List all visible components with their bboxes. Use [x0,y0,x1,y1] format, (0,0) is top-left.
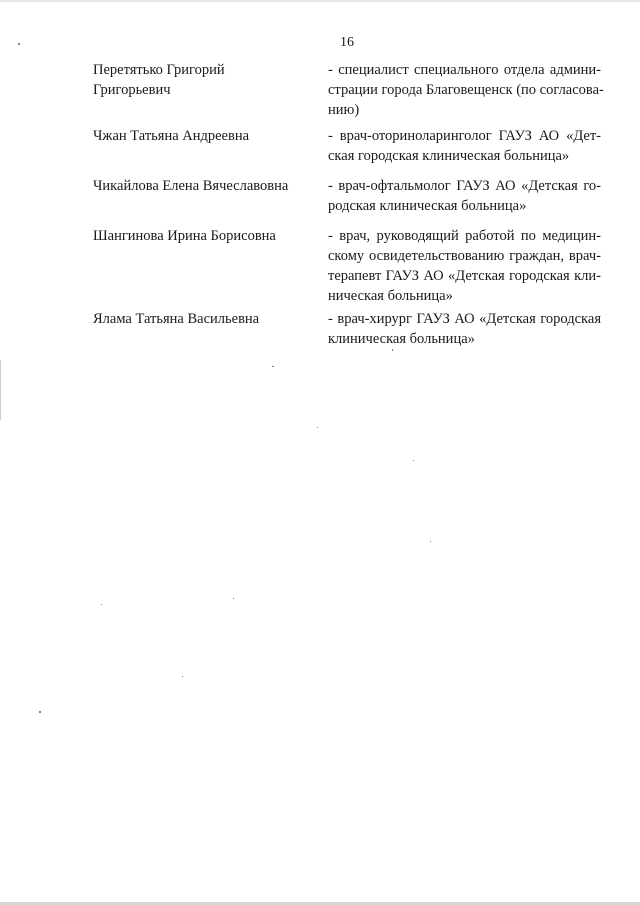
scan-speck [182,676,183,677]
scan-speck [317,427,318,428]
member-name-line: Григорьевич [93,82,171,98]
page-number: 16 [340,35,354,50]
member-role [328,126,601,166]
scan-speck [272,366,274,367]
member-role-line: - специалист специального отдела админи- [328,62,601,78]
scan-speck [392,349,393,351]
member-name-line: Чикайлова Елена Вячеславовна [93,178,289,194]
member-role-line: страции города Благовещенск (по согласова- [328,82,604,98]
scan-speck [39,711,41,713]
member-role [328,176,601,216]
member-role [328,226,601,306]
member-role-line: - врач, руководящий работой по медицин- [328,228,601,244]
member-role-line: нию) [328,102,360,118]
scan-edge-left [0,360,1,420]
scan-speck [101,604,102,605]
member-name [93,176,308,196]
member-role-line: - врач-хирург ГАУЗ АО «Детская городская [328,311,601,327]
member-role-line: ническая больница» [328,288,453,304]
member-role-line: - врач-оториноларинголог ГАУЗ АО «Дет- [328,128,601,144]
member-name-line: Ялама Татьяна Васильевна [93,311,260,327]
member-name-line: Шангинова Ирина Борисовна [93,228,276,244]
member-role [328,60,604,120]
member-name [93,309,308,329]
scan-edge-top [0,0,640,2]
member-role-line: родская клиническая больница» [328,198,527,214]
member-role-line: - врач-офтальмолог ГАУЗ АО «Детская го- [328,178,601,194]
member-name-line: Чжан Татьяна Андреевна [93,128,250,144]
member-role-line: скому освидетельствованию граждан, врач- [328,248,601,264]
member-name [93,126,308,146]
scan-speck [233,598,234,599]
scan-speck [413,460,414,461]
scan-speck [430,541,431,542]
scan-speck [18,43,20,45]
member-role-line: терапевт ГАУЗ АО «Детская городская кли- [328,268,601,284]
member-role-line: клиническая больница» [328,331,475,347]
member-name [93,60,308,100]
member-role [328,309,601,349]
member-name-line: Перетятько Григорий [93,62,225,78]
member-role-line: ская городская клиническая больница» [328,148,570,164]
member-name [93,226,308,246]
